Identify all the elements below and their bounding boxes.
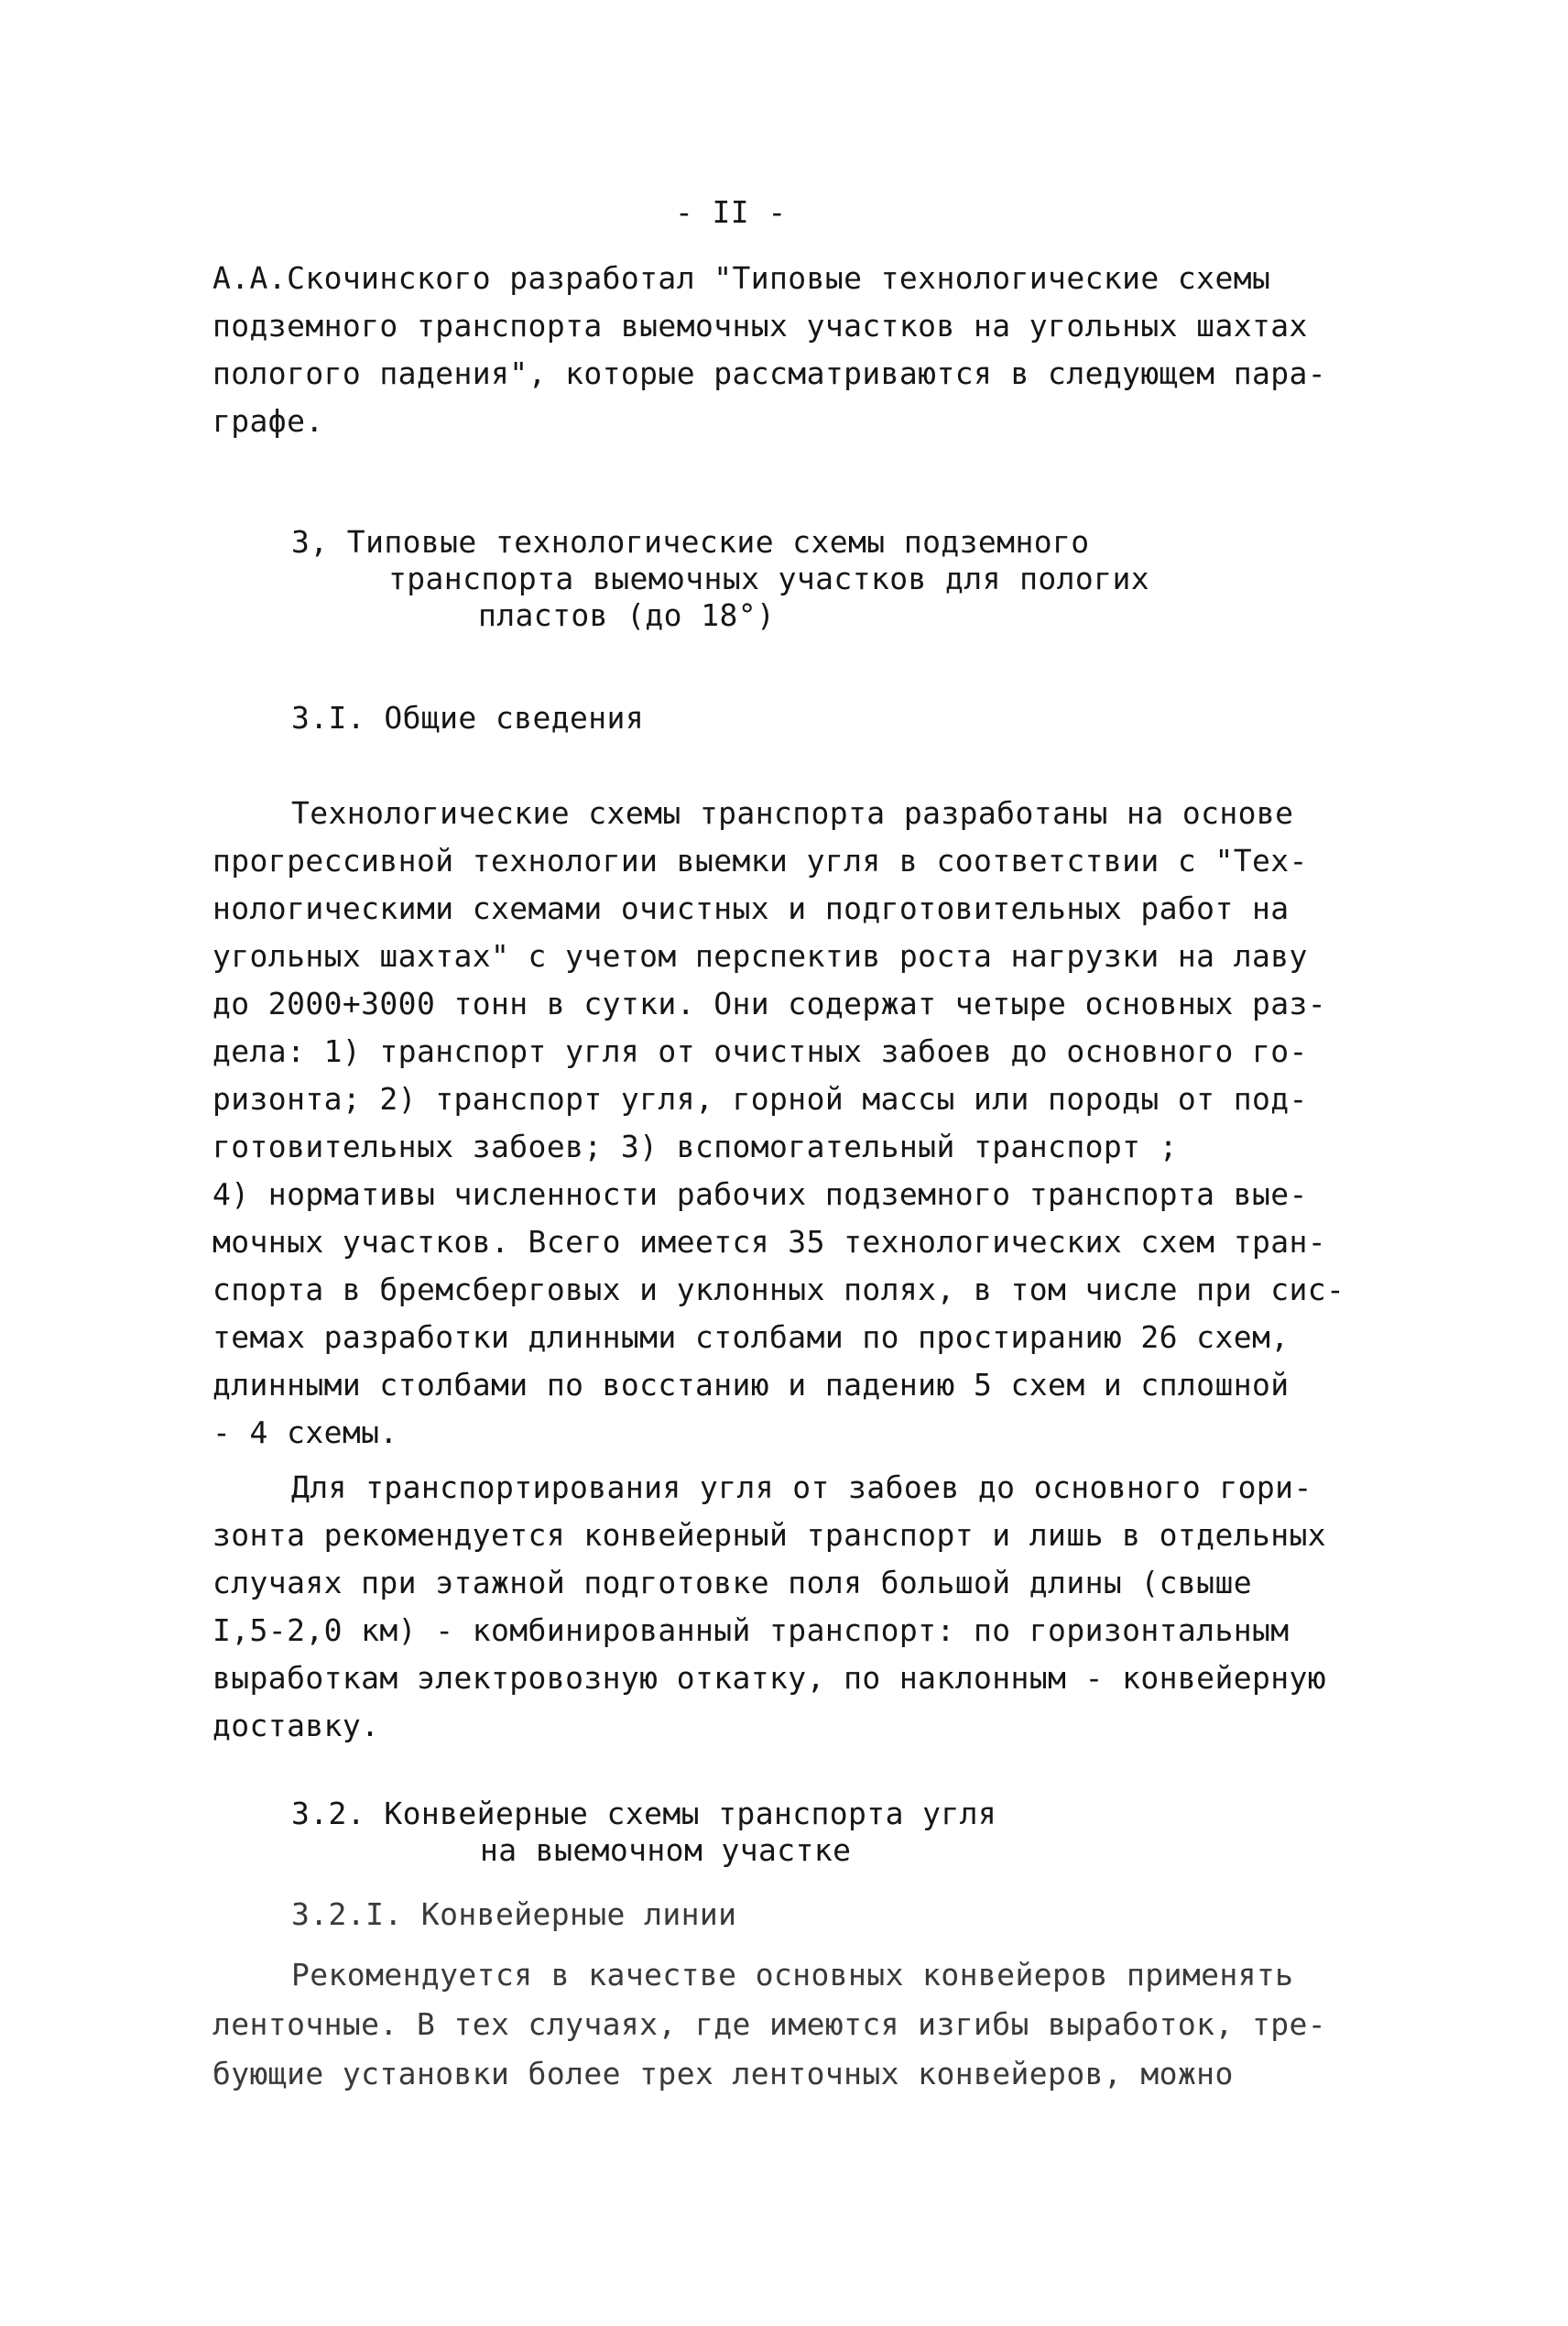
text-line: спорта в бремсберговых и уклонных полях, в том числе при сис- bbox=[212, 1272, 1345, 1307]
text-line: А.А.Скочинского разработал "Типовые технологические схемы bbox=[212, 260, 1271, 296]
text-line: до 2000+3000 тонн в сутки. Они содержат четыре основных раз- bbox=[212, 986, 1327, 1021]
text-line: зонта рекомендуется конвейерный транспорт и лишь в отдельных bbox=[212, 1517, 1327, 1553]
text-line: ленточные. В тех случаях, где имеются изгибы выработок, тре- bbox=[212, 2006, 1327, 2042]
text-line: 4) нормативы численности рабочих подземного транспорта вые- bbox=[212, 1176, 1308, 1212]
text-line: нологическими схемами очистных и подготовительных работ на bbox=[212, 890, 1290, 926]
heading-line: на выемочном участке bbox=[480, 1832, 852, 1868]
section-3-1-heading: 3.I. Общие сведения bbox=[291, 700, 645, 736]
text-line: ризонта; 2) транспорт угля, горной массы или породы от под- bbox=[212, 1081, 1308, 1117]
heading-line: пластов (до 18°) bbox=[478, 597, 776, 633]
text-line: доставку. bbox=[212, 1708, 380, 1743]
text-line: мочных участков. Всего имеется 35 технологических схем тран- bbox=[212, 1224, 1327, 1260]
text-line: длинными столбами по восстанию и падению 5 схем и сплошной bbox=[212, 1367, 1290, 1403]
text-line: пологого падения", которые рассматриваются в следующем пара- bbox=[212, 355, 1327, 391]
text-line: прогрессивной технологии выемки угля в соответствии с "Тех- bbox=[212, 843, 1308, 879]
text-line: I,5-2,0 км) - комбинированный транспорт: по горизонтальным bbox=[212, 1612, 1290, 1648]
heading-line: 3.2. Конвейерные схемы транспорта угля bbox=[291, 1796, 997, 1831]
text-line: выработкам электровозную откатку, по наклонным - конвейерную bbox=[212, 1660, 1327, 1696]
text-line: - 4 схемы. bbox=[212, 1414, 398, 1450]
text-line: угольных шахтах" с учетом перспектив роста нагрузки на лаву bbox=[212, 938, 1308, 974]
text-line: бующие установки более трех ленточных конвейеров, можно bbox=[212, 2056, 1234, 2091]
text-line: Технологические схемы транспорта разработаны на основе bbox=[291, 795, 1294, 831]
text-line: дела: 1) транспорт угля от очистных забоев до основного го- bbox=[212, 1033, 1308, 1069]
text-line: случаях при этажной подготовке поля большой длины (свыше bbox=[212, 1565, 1252, 1600]
text-line: Рекомендуется в качестве основных конвейеров применять bbox=[291, 1957, 1294, 1993]
heading-line: транспорта выемочных участков для пологих bbox=[388, 561, 1149, 596]
text-line: Для транспортирования угля от забоев до основного гори- bbox=[291, 1469, 1312, 1505]
text-line: темах разработки длинными столбами по простиранию 26 схем, bbox=[212, 1319, 1290, 1355]
text-line: графе. bbox=[212, 403, 324, 439]
heading-line: 3, Типовые технологические схемы подземного bbox=[291, 524, 1090, 560]
section-3-2-1-heading: 3.2.I. Конвейерные линии bbox=[291, 1896, 737, 1932]
page-number: - II - bbox=[675, 194, 787, 230]
text-line: готовительных забоев; 3) вспомогательный транспорт ; bbox=[212, 1129, 1178, 1164]
text-line: подземного транспорта выемочных участков на угольных шахтах bbox=[212, 308, 1308, 344]
